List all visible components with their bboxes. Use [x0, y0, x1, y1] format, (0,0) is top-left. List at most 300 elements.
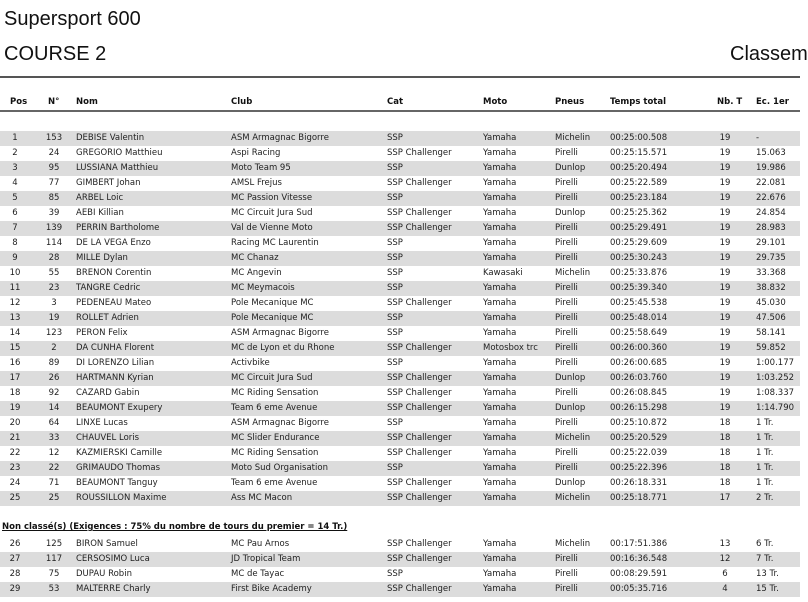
cell-ec: 58.141	[756, 328, 786, 338]
cell-moto: Yamaha	[483, 208, 517, 218]
cell-pneus: Pirelli	[555, 343, 578, 353]
cell-temps: 00:25:20.494	[610, 163, 668, 173]
cell-temps: 00:25:00.508	[610, 133, 668, 143]
table-row	[0, 206, 800, 221]
cell-moto: Yamaha	[483, 298, 517, 308]
cell-pos: 8	[12, 238, 18, 248]
cell-temps: 00:26:18.331	[610, 478, 668, 488]
cell-num: 28	[48, 253, 60, 263]
column-header-moto: Moto	[483, 97, 508, 107]
cell-num: 114	[45, 238, 63, 248]
cell-ec: 24.854	[756, 208, 786, 218]
cell-temps: 00:25:18.771	[610, 493, 668, 503]
top-divider	[0, 76, 800, 78]
table-row	[0, 401, 800, 416]
cell-num: 125	[45, 539, 63, 549]
cell-moto: Kawasaki	[483, 268, 523, 278]
cell-pneus: Pirelli	[555, 358, 578, 368]
table-row	[0, 191, 800, 206]
cell-pneus: Dunlop	[555, 208, 586, 218]
cell-pneus: Pirelli	[555, 148, 578, 158]
cell-cat: SSP Challenger	[387, 148, 452, 158]
table-row	[0, 552, 800, 567]
cell-pos: 13	[9, 313, 21, 323]
cell-temps: 00:26:00.360	[610, 343, 668, 353]
cell-pos: 7	[12, 223, 18, 233]
cell-pos: 22	[9, 448, 21, 458]
cell-moto: Yamaha	[483, 373, 517, 383]
table-row	[0, 461, 800, 476]
cell-club: Pole Mecanique MC	[231, 313, 314, 323]
cell-nbt: 19	[719, 328, 731, 338]
cell-club: Team 6 eme Avenue	[231, 403, 318, 413]
cell-nbt: 17	[719, 493, 731, 503]
cell-nbt: 13	[719, 539, 731, 549]
cell-club: Val de Vienne Moto	[231, 223, 313, 233]
page-title: Supersport 600	[4, 8, 141, 30]
cell-cat: SSP	[387, 358, 403, 368]
column-header-cat: Cat	[387, 97, 404, 107]
cell-club: JD Tropical Team	[231, 554, 301, 564]
cell-pos: 14	[9, 328, 21, 338]
column-header-ec: Ec. 1er	[756, 97, 789, 107]
cell-num: 3	[51, 298, 57, 308]
cell-club: MC Angevin	[231, 268, 282, 278]
cell-ec: 29.101	[756, 238, 786, 248]
cell-temps: 00:25:39.340	[610, 283, 668, 293]
cell-moto: Yamaha	[483, 163, 517, 173]
table-row	[0, 311, 800, 326]
cell-cat: SSP	[387, 328, 403, 338]
cell-pos: 18	[9, 388, 21, 398]
cell-nbt: 19	[719, 163, 731, 173]
cell-nbt: 19	[719, 193, 731, 203]
cell-nom: GRIMAUDO Thomas	[76, 463, 161, 473]
cell-pneus: Pirelli	[555, 238, 578, 248]
cell-pos: 26	[9, 539, 21, 549]
cell-cat: SSP Challenger	[387, 223, 452, 233]
cell-ec: 19.986	[756, 163, 786, 173]
cell-temps: 00:05:35.716	[610, 584, 668, 594]
cell-nbt: 19	[719, 343, 731, 353]
cell-pos: 15	[9, 343, 21, 353]
table-row	[0, 161, 800, 176]
column-header-nom: Nom	[76, 97, 98, 107]
cell-temps: 00:26:08.845	[610, 388, 668, 398]
cell-num: 24	[48, 148, 60, 158]
table-row	[0, 146, 800, 161]
cell-num: 26	[48, 373, 60, 383]
cell-moto: Yamaha	[483, 133, 517, 143]
cell-ec: 29.735	[756, 253, 786, 263]
cell-temps: 00:25:20.529	[610, 433, 668, 443]
cell-num: 123	[45, 328, 63, 338]
cell-nbt: 19	[719, 238, 731, 248]
cell-nom: BEAUMONT Tanguy	[76, 478, 158, 488]
cell-club: Racing MC Laurentin	[231, 238, 319, 248]
cell-temps: 00:25:25.362	[610, 208, 668, 218]
cell-moto: Yamaha	[483, 178, 517, 188]
cell-club: Moto Team 95	[231, 163, 291, 173]
cell-pneus: Pirelli	[555, 298, 578, 308]
cell-pneus: Dunlop	[555, 373, 586, 383]
cell-club: MC de Tayac	[231, 569, 285, 579]
cell-nbt: 18	[719, 478, 731, 488]
cell-cat: SSP	[387, 463, 403, 473]
cell-num: 55	[48, 268, 60, 278]
cell-temps: 00:16:36.548	[610, 554, 668, 564]
cell-num: 12	[48, 448, 60, 458]
cell-moto: Yamaha	[483, 463, 517, 473]
cell-nbt: 19	[719, 313, 731, 323]
cell-moto: Yamaha	[483, 388, 517, 398]
cell-temps: 00:25:15.571	[610, 148, 668, 158]
cell-ec: 2 Tr.	[756, 493, 774, 503]
table-row	[0, 251, 800, 266]
cell-club: ASM Armagnac Bigorre	[231, 418, 329, 428]
cell-moto: Yamaha	[483, 253, 517, 263]
cell-nbt: 18	[719, 448, 731, 458]
cell-pneus: Pirelli	[555, 418, 578, 428]
cell-pos: 20	[9, 418, 21, 428]
cell-moto: Yamaha	[483, 554, 517, 564]
table-row	[0, 416, 800, 431]
cell-pos: 28	[9, 569, 21, 579]
cell-club: First Bike Academy	[231, 584, 312, 594]
cell-nom: DUPAU Robin	[76, 569, 132, 579]
cell-moto: Yamaha	[483, 193, 517, 203]
cell-club: Moto Sud Organisation	[231, 463, 328, 473]
cell-pneus: Pirelli	[555, 584, 578, 594]
cell-nbt: 19	[719, 148, 731, 158]
cell-moto: Yamaha	[483, 584, 517, 594]
cell-num: 75	[48, 569, 60, 579]
cell-club: AMSL Frejus	[231, 178, 282, 188]
cell-pneus: Michelin	[555, 493, 591, 503]
cell-nom: PERON Felix	[76, 328, 128, 338]
cell-nbt: 19	[719, 268, 731, 278]
cell-num: 71	[48, 478, 60, 488]
table-row	[0, 296, 800, 311]
cell-cat: SSP	[387, 253, 403, 263]
cell-pneus: Pirelli	[555, 178, 578, 188]
table-row	[0, 386, 800, 401]
cell-ec: 38.832	[756, 283, 786, 293]
cell-club: Activbike	[231, 358, 270, 368]
cell-club: MC Meymacois	[231, 283, 295, 293]
cell-ec: 13 Tr.	[756, 569, 779, 579]
cell-club: MC Slider Endurance	[231, 433, 320, 443]
cell-cat: SSP Challenger	[387, 478, 452, 488]
cell-nbt: 19	[719, 403, 731, 413]
cell-nbt: 19	[719, 253, 731, 263]
cell-num: 53	[48, 584, 60, 594]
cell-pos: 11	[9, 283, 21, 293]
cell-nom: DA CUNHA Florent	[76, 343, 155, 353]
cell-num: 117	[45, 554, 63, 564]
cell-moto: Yamaha	[483, 418, 517, 428]
classement-title: Classem	[730, 43, 808, 65]
cell-nom: PEDENEAU Mateo	[76, 298, 152, 308]
cell-num: 153	[45, 133, 63, 143]
cell-pneus: Pirelli	[555, 253, 578, 263]
cell-club: ASM Armagnac Bigorre	[231, 133, 329, 143]
table-row	[0, 341, 800, 356]
cell-moto: Motosbox trc	[483, 343, 538, 353]
cell-nom: PERRIN Bartholome	[76, 223, 160, 233]
cell-nbt: 19	[719, 283, 731, 293]
column-header-num: N°	[48, 97, 60, 107]
cell-nbt: 19	[719, 373, 731, 383]
cell-nom: BEAUMONT Exupery	[76, 403, 163, 413]
cell-nom: HARTMANN Kyrian	[76, 373, 154, 383]
cell-num: 39	[48, 208, 60, 218]
cell-temps: 00:26:00.685	[610, 358, 668, 368]
cell-pos: 9	[12, 253, 18, 263]
cell-moto: Yamaha	[483, 493, 517, 503]
cell-cat: SSP Challenger	[387, 388, 452, 398]
table-row	[0, 567, 800, 582]
table-row	[0, 221, 800, 236]
cell-nbt: 19	[719, 298, 731, 308]
cell-num: 2	[51, 343, 57, 353]
cell-moto: Yamaha	[483, 223, 517, 233]
cell-pos: 4	[12, 178, 18, 188]
non-classified-table	[0, 537, 800, 597]
cell-num: 92	[48, 388, 60, 398]
cell-pos: 5	[12, 193, 18, 203]
cell-temps: 00:25:22.039	[610, 448, 668, 458]
page-subtitle: COURSE 2	[4, 43, 107, 65]
cell-moto: Yamaha	[483, 313, 517, 323]
cell-pneus: Pirelli	[555, 283, 578, 293]
table-row	[0, 326, 800, 341]
cell-cat: SSP Challenger	[387, 539, 452, 549]
cell-cat: SSP	[387, 569, 403, 579]
cell-ec: 7 Tr.	[756, 554, 774, 564]
cell-ec: 1:14.790	[756, 403, 795, 413]
cell-cat: SSP	[387, 313, 403, 323]
cell-ec: 6 Tr.	[756, 539, 774, 549]
cell-nbt: 18	[719, 433, 731, 443]
cell-num: 95	[48, 163, 60, 173]
cell-temps: 00:25:30.243	[610, 253, 668, 263]
cell-temps: 00:17:51.386	[610, 539, 668, 549]
column-header-pos: Pos	[10, 97, 28, 107]
cell-pneus: Pirelli	[555, 554, 578, 564]
cell-nom: CHAUVEL Loris	[76, 433, 140, 443]
cell-nbt: 18	[719, 463, 731, 473]
cell-cat: SSP Challenger	[387, 178, 452, 188]
cell-nom: ROLLET Adrien	[76, 313, 139, 323]
cell-ec: 22.081	[756, 178, 786, 188]
cell-cat: SSP	[387, 238, 403, 248]
cell-pneus: Pirelli	[555, 569, 578, 579]
cell-temps: 00:25:48.014	[610, 313, 668, 323]
cell-nom: CERSOSIMO Luca	[76, 554, 150, 564]
cell-num: 19	[48, 313, 60, 323]
cell-temps: 00:25:33.876	[610, 268, 668, 278]
header-divider	[0, 110, 800, 112]
cell-nom: BRENON Corentin	[76, 268, 152, 278]
cell-num: 22	[48, 463, 60, 473]
cell-temps: 00:25:22.589	[610, 178, 668, 188]
cell-club: MC Riding Sensation	[231, 448, 319, 458]
cell-nom: DEBISE Valentin	[76, 133, 145, 143]
cell-nbt: 19	[719, 388, 731, 398]
cell-temps: 00:26:03.760	[610, 373, 668, 383]
cell-num: 89	[48, 358, 60, 368]
cell-pos: 29	[9, 584, 21, 594]
cell-cat: SSP Challenger	[387, 493, 452, 503]
cell-ec: 1 Tr.	[756, 448, 774, 458]
cell-cat: SSP	[387, 268, 403, 278]
column-header-pneus: Pneus	[555, 97, 585, 107]
cell-ec: -	[756, 133, 760, 143]
cell-num: 14	[48, 403, 60, 413]
cell-club: Team 6 eme Avenue	[231, 478, 318, 488]
cell-nom: ARBEL Loic	[76, 193, 124, 203]
cell-club: Pole Mecanique MC	[231, 298, 314, 308]
cell-nom: KAZMIERSKI Camille	[76, 448, 163, 458]
cell-temps: 00:26:15.298	[610, 403, 668, 413]
cell-nbt: 12	[719, 554, 731, 564]
table-row	[0, 582, 800, 597]
cell-nom: AEBI Killian	[76, 208, 124, 218]
cell-ec: 33.368	[756, 268, 786, 278]
cell-pos: 2	[12, 148, 18, 158]
cell-num: 25	[48, 493, 60, 503]
cell-club: MC Riding Sensation	[231, 388, 319, 398]
cell-cat: SSP	[387, 193, 403, 203]
cell-pneus: Pirelli	[555, 388, 578, 398]
cell-pneus: Pirelli	[555, 448, 578, 458]
cell-club: MC Passion Vitesse	[231, 193, 313, 203]
column-header-temps: Temps total	[610, 97, 667, 107]
cell-nbt: 19	[719, 208, 731, 218]
cell-temps: 00:25:29.609	[610, 238, 668, 248]
cell-pos: 3	[12, 163, 18, 173]
cell-temps: 00:08:29.591	[610, 569, 668, 579]
cell-moto: Yamaha	[483, 358, 517, 368]
cell-cat: SSP Challenger	[387, 403, 452, 413]
cell-nom: MILLE Dylan	[76, 253, 128, 263]
classified-table	[0, 131, 800, 506]
cell-pos: 19	[9, 403, 21, 413]
cell-ec: 59.852	[756, 343, 786, 353]
cell-pos: 16	[9, 358, 21, 368]
cell-nom: CAZARD Gabin	[76, 388, 140, 398]
cell-num: 85	[48, 193, 60, 203]
cell-moto: Yamaha	[483, 283, 517, 293]
table-row	[0, 281, 800, 296]
cell-pneus: Pirelli	[555, 313, 578, 323]
cell-pneus: Pirelli	[555, 193, 578, 203]
cell-ec: 1:03.252	[756, 373, 795, 383]
cell-pneus: Michelin	[555, 539, 591, 549]
table-row	[0, 236, 800, 251]
cell-cat: SSP	[387, 163, 403, 173]
table-row	[0, 176, 800, 191]
cell-club: MC Chanaz	[231, 253, 279, 263]
cell-pos: 1	[12, 133, 18, 143]
cell-nom: ROUSSILLON Maxime	[76, 493, 167, 503]
cell-ec: 15.063	[756, 148, 786, 158]
cell-nom: BIRON Samuel	[76, 539, 138, 549]
table-row	[0, 476, 800, 491]
table-row	[0, 491, 800, 506]
cell-nom: GIMBERT Johan	[76, 178, 141, 188]
cell-pos: 12	[9, 298, 21, 308]
table-row	[0, 537, 800, 552]
cell-cat: SSP	[387, 283, 403, 293]
cell-moto: Yamaha	[483, 448, 517, 458]
cell-pneus: Michelin	[555, 268, 591, 278]
cell-pneus: Dunlop	[555, 478, 586, 488]
cell-nom: MALTERRE Charly	[76, 584, 151, 594]
cell-num: 139	[45, 223, 63, 233]
cell-moto: Yamaha	[483, 433, 517, 443]
cell-temps: 00:25:10.872	[610, 418, 668, 428]
cell-ec: 1 Tr.	[756, 433, 774, 443]
cell-pos: 21	[9, 433, 21, 443]
cell-cat: SSP Challenger	[387, 554, 452, 564]
cell-pos: 24	[9, 478, 21, 488]
cell-ec: 1 Tr.	[756, 418, 774, 428]
cell-nom: LUSSIANA Matthieu	[76, 163, 159, 173]
cell-num: 64	[48, 418, 60, 428]
cell-ec: 1:08.337	[756, 388, 795, 398]
table-row	[0, 356, 800, 371]
non-classified-label: Non classé(s) (Exigences : 75% du nombre de tours du premier = 14 Tr.)	[2, 522, 348, 532]
cell-ec: 1 Tr.	[756, 463, 774, 473]
table-row	[0, 431, 800, 446]
cell-num: 33	[48, 433, 60, 443]
cell-cat: SSP Challenger	[387, 584, 452, 594]
cell-club: Ass MC Macon	[231, 493, 293, 503]
cell-cat: SSP Challenger	[387, 373, 452, 383]
cell-pneus: Pirelli	[555, 463, 578, 473]
cell-cat: SSP Challenger	[387, 448, 452, 458]
cell-moto: Yamaha	[483, 569, 517, 579]
cell-ec: 22.676	[756, 193, 786, 203]
cell-club: MC Circuit Jura Sud	[231, 373, 313, 383]
table-row	[0, 266, 800, 281]
cell-cat: SSP Challenger	[387, 343, 452, 353]
cell-temps: 00:25:23.184	[610, 193, 668, 203]
cell-pneus: Pirelli	[555, 223, 578, 233]
cell-temps: 00:25:22.396	[610, 463, 668, 473]
cell-ec: 1:00.177	[756, 358, 795, 368]
cell-cat: SSP	[387, 133, 403, 143]
cell-pneus: Michelin	[555, 433, 591, 443]
column-header-nbt: Nb. T	[717, 97, 743, 107]
cell-club: MC Pau Arnos	[231, 539, 290, 549]
cell-club: ASM Armagnac Bigorre	[231, 328, 329, 338]
cell-temps: 00:25:58.649	[610, 328, 668, 338]
cell-nbt: 4	[722, 584, 728, 594]
cell-ec: 45.030	[756, 298, 786, 308]
cell-club: Aspi Racing	[231, 148, 281, 158]
cell-nom: LINXE Lucas	[76, 418, 128, 428]
cell-cat: SSP Challenger	[387, 298, 452, 308]
cell-nbt: 19	[719, 358, 731, 368]
cell-pos: 10	[9, 268, 21, 278]
cell-club: MC de Lyon et du Rhone	[231, 343, 335, 353]
cell-cat: SSP Challenger	[387, 208, 452, 218]
cell-num: 23	[48, 283, 60, 293]
cell-moto: Yamaha	[483, 403, 517, 413]
